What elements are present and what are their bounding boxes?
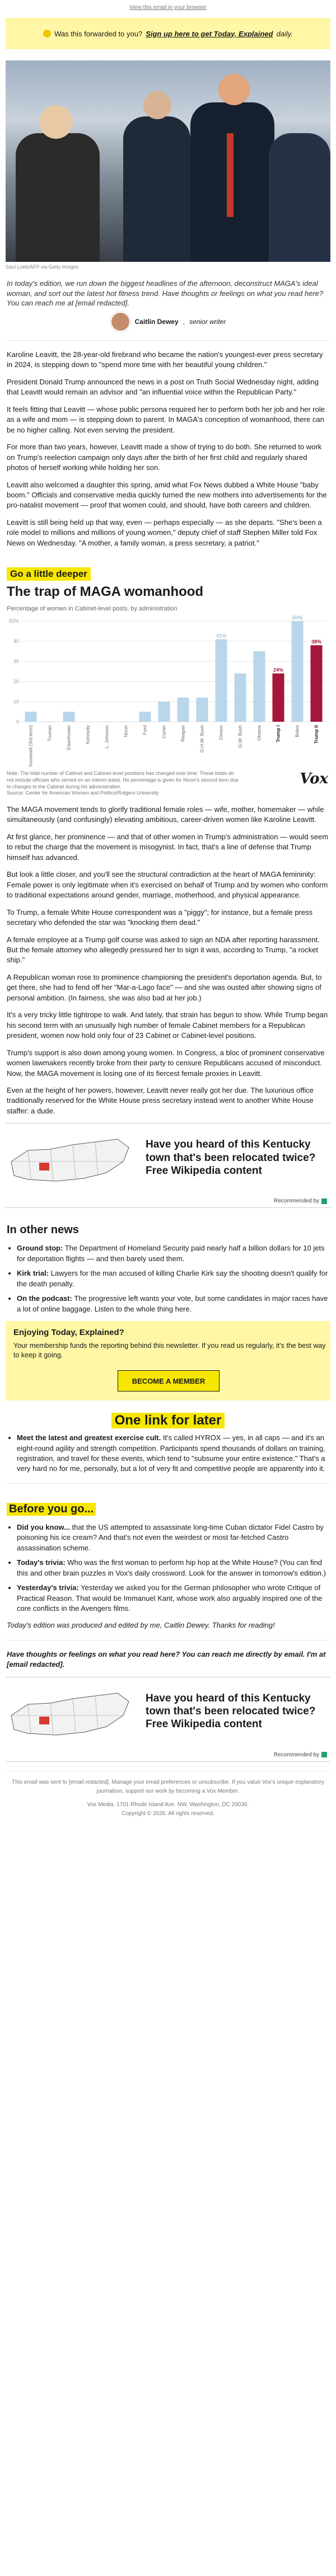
author-role: senior writer: [189, 318, 226, 326]
chart-bar: [272, 674, 284, 722]
avatar: [110, 312, 130, 332]
list-item: • On the podcast: The progressive left wants your vote, but some candidates in major races have a lot of online baggage. Listen to the whole thing here.: [17, 1294, 329, 1314]
news-list: [7, 1243, 329, 1314]
list-item: • Did you know... that the US attempted to assassinate long-time Cuban dictator Fidel Castro by poisoning his ice cream? And that's not even the weirdest or most far-fetched Castro assassination scheme.: [17, 1522, 329, 1553]
chart-bar: [63, 712, 74, 722]
y-tick-label: 40: [13, 638, 19, 645]
section-tag: Go a little deeper: [7, 567, 91, 581]
intro-text: In today's edition, we run down the biggest headlines of the afternoon, deconstruct MAGA's ideal woman, and sort out the latest hot fitness trend. Have thoughts or feelings on what you read here? You can reach me at [email redacted].: [7, 279, 324, 308]
x-tick-label: Kennedy: [85, 725, 91, 744]
chart-bar: [234, 674, 246, 722]
photo-credit: Saul Loeb/AFP via Getty Images: [6, 264, 79, 270]
list-item: • Today's trivia: Who was the first woman to perform hip hop at the White House? (You can find this and other brain puzzles in Vox's daily crossword. Look for the answer in tomorrow's edition.): [17, 1558, 329, 1578]
author-name: Caitlin Dewey: [134, 318, 179, 326]
ad-title[interactable]: Have you heard of this Kentucky town that's been relocated twice? Free Wikipedia content: [146, 1692, 316, 1731]
article-paragraph: To Trump, a female White House correspondent was a "piggy"; for instance, but a female press secretary who defended the star was "knocking them dead.": [7, 908, 313, 927]
list-item: • Ground stop: The Department of Homeland Security paid nearly half a billion dollars for 10 jets for deportation flights — and then barely used them.: [17, 1243, 329, 1264]
article-paragraph: At first glance, her prominence — and that of other women in Trump's administration — would seem to rebut the charge that the movement is misogynist. In fact, that's a line of defense that Trump himself has advanced.: [7, 832, 329, 862]
forward-prefix: Was this forwarded to you?: [54, 29, 143, 38]
y-tick-label: 50%: [8, 618, 19, 624]
article-paragraph: Leavitt is still being held up that way, even — perhaps especially — as she departs. "She's been a role model to millions and millions of young women," deputy chief of staff Stephen Miller told Fox News on Wednesday. "A mother, a family woman, a press secretary, a patriot.": [7, 518, 322, 547]
article-paragraph: Karoline Leavitt, the 28-year-old firebrand who became the nation's youngest-ever press secretary in 2024, is stepping down to "spend more time with her beautiful young children.": [7, 350, 323, 369]
sun-icon: [43, 30, 51, 37]
article-paragraph: Even at the height of her powers, however, Leavitt never really got her due. The luxurious office traditionally reserved for the White House press secretary instead went to another White House staffer: a dude.: [7, 1085, 314, 1115]
x-tick-label: Clinton: [218, 725, 224, 740]
list-item: • Yesterday's trivia: Yesterday we asked you for the German philosopher who wrote Critique of Practical Reason. That would be Immanuel Kant, whose work also arguably inspired one of the core conflicts in the Avengers films.: [17, 1583, 329, 1614]
x-tick-label: Carter: [161, 725, 167, 739]
kentucky-map-icon: [6, 1682, 134, 1749]
x-tick-label: Reagan: [180, 725, 186, 742]
recommender-logo-icon: [321, 1752, 327, 1757]
x-tick-label: Eisenhower: [66, 725, 72, 750]
before-list: [7, 1522, 329, 1614]
signup-link[interactable]: Sign up here to get Today, Explained: [146, 29, 273, 38]
article-paragraph: Trump's support is also down among young women. In Congress, a bloc of prominent conservative women lawmakers recently broke from their party to censure Republicans accused of misconduct. Now, the MAGA movement is losing one of its fiercest female proxies in Leavitt.: [7, 1048, 325, 1078]
forward-banner: [6, 18, 330, 49]
chart-bar: [25, 712, 36, 722]
author-byline: Caitlin Dewey , senior writer: [0, 312, 336, 331]
y-tick-label: 20: [13, 679, 19, 685]
chart-bar: [253, 651, 265, 722]
article-paragraph: But look a little closer, and you'll see the structural contradiction at the heart of MAGA femininity: Female power is only legitimate when it's exercised on behalf of Trump and by women who conform to traditional expectations around gender, marriage, motherhood, and physical appearance.: [7, 870, 328, 900]
article-paragraph: A female employee at a Trump golf course was asked to sign an NDA after reporting harassment. But the female attorney who allegedly pressured her to sign it was, according to Trump, "a rocket ship.": [7, 935, 320, 965]
article-paragraph: It feels fitting that Leavitt — whose public persona required her to perform both her job and her role as a wife and mom — is stepping down to parent. In MAGA's conception of womanhood, there can be no higher calling. Not even serving the president.: [7, 405, 325, 434]
before-you-go-title: Before you go...: [7, 1503, 96, 1516]
kentucky-map-icon: [6, 1128, 134, 1195]
list-item: • Kirk trial: Lawyers for the man accused of killing Charlie Kirk say the shooting doesn't qualify for the death penalty.: [17, 1268, 329, 1289]
recommender-logo-icon: [321, 1198, 327, 1204]
article-paragraph: The MAGA movement tends to glorify traditional female roles — wife, mother, homemaker — while simultaneously (and confusingly) elevating ambitious, career-driven women like Karoline Leavitt.: [7, 805, 324, 824]
chart-bar: [177, 698, 189, 722]
y-tick-label: 10: [13, 699, 19, 705]
x-tick-label: Nixon: [123, 725, 129, 737]
one-link-list: [7, 1433, 329, 1474]
forward-suffix: daily.: [276, 29, 293, 38]
women-cabinet-bar-chart: [6, 615, 330, 767]
footer-address: Vox Media, 1701 Rhode Island Ave. NW, Washington, DC 20036.: [87, 1801, 249, 1808]
footer: [6, 1771, 330, 1818]
chart-bar: [291, 621, 303, 722]
x-tick-label: Obama: [256, 725, 262, 741]
recommended-by: Recommended by: [274, 1752, 327, 1758]
x-tick-label: Truman: [46, 725, 53, 742]
data-label: 41%: [216, 633, 227, 639]
x-tick-label: L. Johnson: [104, 725, 110, 749]
y-tick-label: 30: [13, 659, 19, 665]
section-title: The trap of MAGA womanhood: [7, 584, 204, 600]
recommended-by: Recommended by: [274, 1198, 327, 1204]
membership-title: Enjoying Today, Explained?: [13, 1328, 124, 1338]
chart-bar: [139, 712, 151, 722]
ad-title[interactable]: Have you heard of this Kentucky town that's been relocated twice? Free Wikipedia content: [146, 1139, 316, 1177]
data-label: 50%: [292, 615, 303, 621]
x-tick-label: Trump II: [313, 725, 319, 744]
data-label: 24%: [273, 667, 284, 673]
one-link-heading: One link for later: [0, 1413, 336, 1428]
feedback-note: Have thoughts or feelings on what you read here? You can reach me directly by email. I'm at [email redacted].: [7, 1649, 326, 1669]
article-paragraph: A Republican woman rose to prominence championing the president's deportation agenda. But, to get there, she had to fend off her "Mar-a-Lago face" — and she was ousted after showing signs of personal ambition. (In fairness, she was also bad at her job.): [7, 972, 322, 1002]
vox-logo: Vox: [300, 770, 328, 788]
view-in-browser-link[interactable]: View this email in your browser: [129, 4, 207, 11]
membership-box: [6, 1321, 330, 1400]
chart-bar: [158, 702, 170, 722]
hero-image: [6, 60, 330, 262]
footer-copyright: Copyright © 2026. All rights reserved.: [122, 1810, 214, 1817]
x-tick-label: G.W. Bush: [237, 725, 243, 748]
y-tick-label: 0: [16, 719, 19, 725]
x-tick-label: Biden: [294, 725, 300, 737]
article-paragraph: President Donald Trump announced the news in a post on Truth Social Wednesday night, adding that Leavitt would remain an advisor and "an influential voice within the Republican Party.": [7, 377, 319, 397]
sponsored-ad[interactable]: [6, 1123, 330, 1208]
chart-title: Percentage of women in Cabinet-level posts, by administration: [7, 605, 178, 613]
chart-note: Note: The total number of Cabinet and Cabinet-level positions has changed over time. These totals do not include officials who served on an interim basis. No percentage is given for Nixon's second term due to changes to the Cabinet during his administration. Source: Center for American Women and Politics/Rutgers University: [7, 770, 239, 796]
sponsored-ad[interactable]: [6, 1677, 330, 1762]
article-paragraph: It's a very tricky little tightrope to walk. And lately, that strain has begun to show. While Trump began his second term with an unusually high number of female Cabinet members for a Republican president, women now hold only four of 23 Cabinet or Cabinet-level positions.: [7, 1010, 328, 1040]
x-tick-label: Ford: [142, 725, 148, 735]
list-item: • Meet the latest and greatest exercise cult. It's called HYROX — yes, in all caps — and it's an eight-round agility and strength competition. Participants spend thousands of dollars on training, registration, and travel for these events, which tend to "subsume your entire existence." That's a very hard no for me, personally, but a lot of very fit and competitive people are apparently into it.: [17, 1433, 329, 1474]
in-other-news-title: In other news: [7, 1224, 79, 1237]
x-tick-label: Trump I: [275, 725, 281, 742]
x-tick-label: F. Roosevelt (3rd term): [27, 725, 34, 767]
article-paragraph: Leavitt also welcomed a daughter this spring, amid what Fox News dubbed a White House "baby boom." Officials and conservative media quickly turned the new mothers into advertisements for the pro-natalist movement — proof that women could, and should, have both careers and children.: [7, 480, 327, 510]
article-paragraph: For more than two years, however, Leavitt made a show of trying to do both. She returned to work on Trump's reelection campaign only days after the birth of her first child and regularly shared photos of herself working while holding her son.: [7, 443, 322, 472]
membership-description: Your membership funds the reporting behind this newsletter. If you read us regularly, it's the best way to keep it going.: [13, 1342, 326, 1359]
divider: [6, 1483, 330, 1484]
chart-bar: [196, 698, 208, 722]
become-member-button[interactable]: BECOME A MEMBER: [118, 1370, 220, 1392]
sign-off: Today's edition was produced and edited by me, Caitlin Dewey. Thanks for reading!: [7, 1621, 275, 1630]
footer-text: This email was sent to [email redacted]. Manage your email preferences or unsubscribe. If you value Vox's unique explanatory journalism, support our work by becoming a Vox Member.: [12, 1779, 324, 1794]
chart-bar: [310, 645, 322, 722]
data-label: 38%: [311, 639, 322, 645]
chart-bar: [215, 640, 227, 722]
x-tick-label: G.H.W. Bush: [199, 725, 205, 753]
divider: [6, 340, 330, 341]
